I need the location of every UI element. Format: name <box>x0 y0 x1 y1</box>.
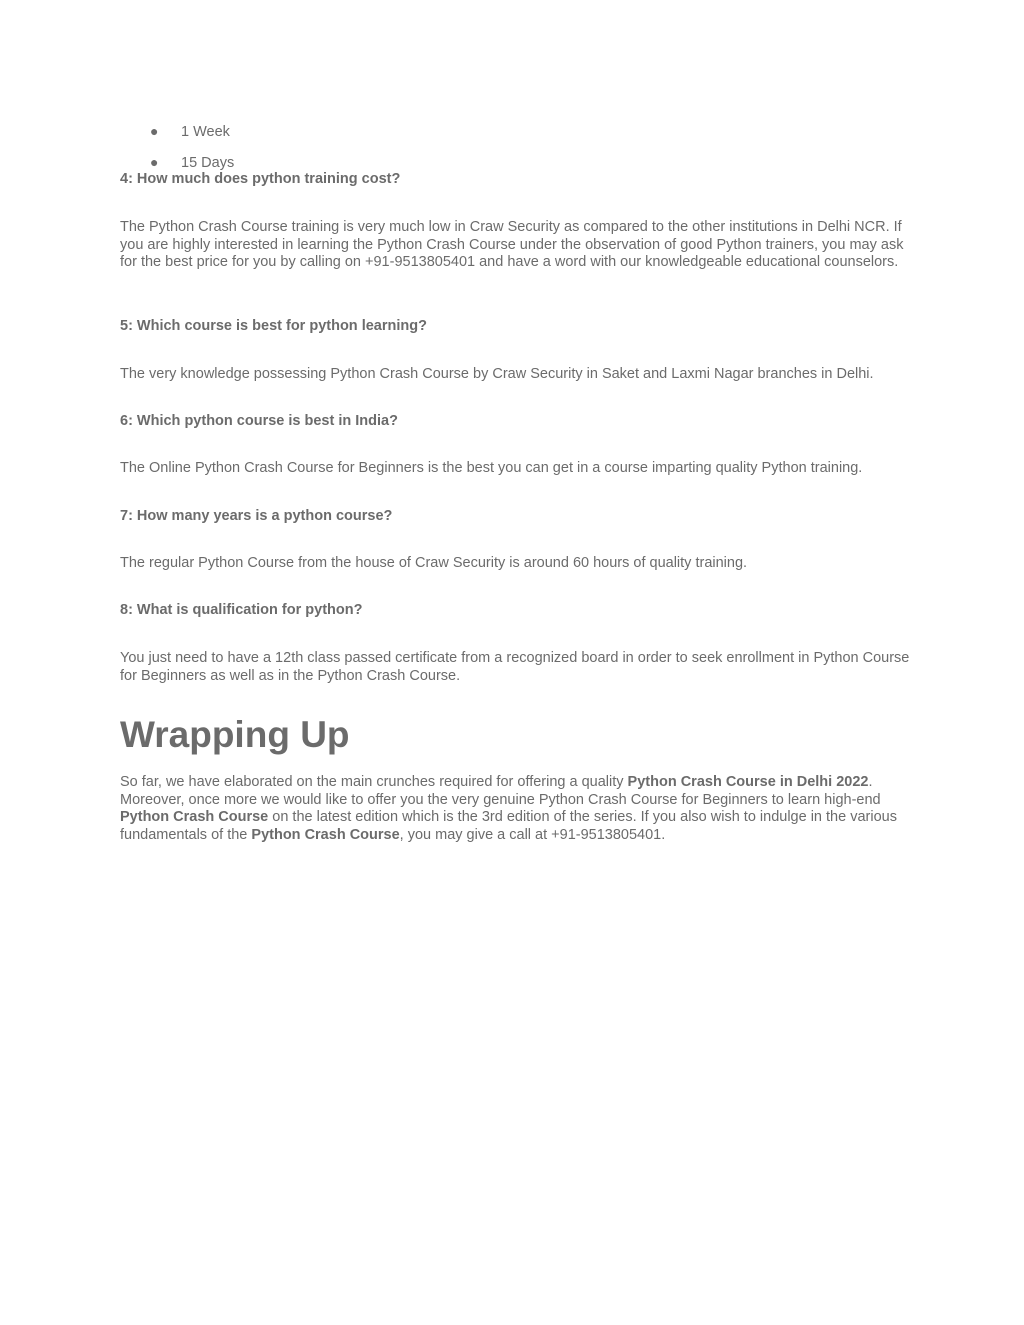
wrapping-text-3: on the latest edition which is the 3rd edition of the series. If you also wish to indulge in the various fundamentals of the <box>120 809 897 843</box>
faq-answer-5: The very knowledge possessing Python Crash Course by Craw Security in Saket and Laxmi Nagar branches in Delhi. <box>120 366 874 382</box>
faq-question-4: 4: How much does python training cost? <box>120 171 401 187</box>
wrapping-bold-1: Python Crash Course in Delhi 2022 <box>627 774 869 790</box>
faq-answer-6: The Online Python Crash Course for Beginners is the best you can get in a course imparting quality Python training. <box>120 460 863 476</box>
faq-answer-4: The Python Crash Course training is very much low in Craw Security as compared to the other institutions in Delhi NCR. If you are highly interested in learning the Python Crash Course under the observation of good Python trainers, you may ask for the best price for you by calling on +91-9513805401 and have a word with our knowledgeable educational counselors. <box>120 219 904 270</box>
wrapping-bold-2: Python Crash Course <box>120 809 269 825</box>
faq-question-6: 6: Which python course is best in India? <box>120 413 398 429</box>
faq-question-7: 7: How many years is a python course? <box>120 508 393 524</box>
wrapping-up-paragraph <box>120 774 920 844</box>
bullet-text: 1 Week <box>181 124 230 140</box>
bullet-item <box>120 122 920 153</box>
faq-answer-7: The regular Python Course from the house of Craw Security is around 60 hours of quality training. <box>120 555 748 571</box>
faq-answer-8: You just need to have a 12th class passed certificate from a recognized board in order to seek enrollment in Python Course for Beginners as well as in the Python Crash Course. <box>120 650 910 684</box>
wrapping-text-2: . Moreover, once more we would like to offer you the very genuine Python Crash Course for Beginners to learn high-end <box>120 774 881 808</box>
wrapping-up-heading: Wrapping Up <box>120 714 350 755</box>
wrapping-text-1: So far, we have elaborated on the main crunches required for offering a quality <box>120 774 628 790</box>
bullet-text: 15 Days <box>181 155 235 171</box>
faq-question-5: 5: Which course is best for python learning? <box>120 318 427 334</box>
faq-question-8: 8: What is qualification for python? <box>120 602 363 618</box>
bullet-dot-icon: ● <box>150 123 159 139</box>
wrapping-bold-3: Python Crash Course <box>251 826 400 843</box>
bullet-dot-icon: ● <box>150 154 159 170</box>
wrapping-text-4: , you may give a call at +91-9513805401. <box>399 826 666 843</box>
